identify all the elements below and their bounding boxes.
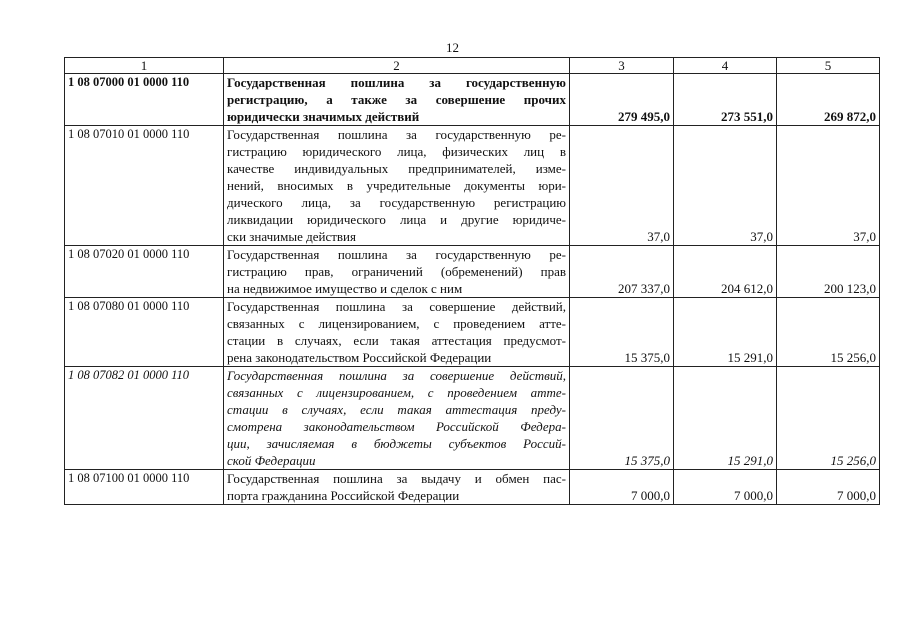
revenue-name-line: ской Федерации	[227, 453, 316, 468]
revenue-name-line: стации в случаях, если такая аттестация предусмот-	[227, 333, 566, 348]
revenue-name-line: нений, вносимых в учредительные документы юри-	[227, 178, 566, 193]
amount-cell-col-3: 207 337,0	[570, 246, 674, 298]
revenue-code-cell: 1 08 07100 01 0000 110	[65, 470, 224, 505]
budget-revenue-table	[64, 57, 880, 505]
revenue-name-cell	[224, 367, 570, 470]
revenue-name-line: Государственная пошлина за государственную ре-	[227, 127, 566, 142]
revenue-name-line: смотрена законодательством Российской Федера-	[227, 419, 566, 434]
revenue-code-cell: 1 08 07082 01 0000 110	[65, 367, 224, 470]
revenue-name-line: связанных с лицензированием, с проведением атте-	[227, 385, 566, 400]
revenue-name-line: Государственная пошлина за государственную	[227, 75, 566, 90]
revenue-name-line: Государственная пошлина за совершение действий,	[227, 368, 566, 383]
revenue-name-line: связанных с лицензированием, с проведением атте-	[227, 316, 566, 331]
revenue-name-line: ски значимые действия	[227, 229, 356, 244]
revenue-name-line: ликвидации юридического лица и другие юридиче-	[227, 212, 566, 227]
revenue-name-line: дического лица, за государственную регистрацию	[227, 195, 566, 210]
header-cell-4: 4	[674, 58, 777, 74]
table-row	[65, 246, 880, 298]
page-number: 12	[446, 40, 459, 55]
amount-cell-col-5: 37,0	[777, 126, 880, 246]
revenue-name-line: Государственная пошлина за государственную ре-	[227, 247, 566, 262]
table-row	[65, 298, 880, 367]
header-cell-1: 1	[65, 58, 224, 74]
table-header-row	[65, 58, 880, 74]
amount-cell-col-3: 37,0	[570, 126, 674, 246]
revenue-name-cell	[224, 74, 570, 126]
header-cell-2: 2	[224, 58, 570, 74]
amount-cell-col-4: 204 612,0	[674, 246, 777, 298]
header-cell-3: 3	[570, 58, 674, 74]
table-row	[65, 74, 880, 126]
revenue-name-line: гистрацию юридического лица, физических лиц в	[227, 144, 566, 159]
revenue-name-line: ции, зачисляемая в бюджеты субъектов Россий-	[227, 436, 566, 451]
revenue-name-cell	[224, 246, 570, 298]
revenue-name-line: порта гражданина Российской Федерации	[227, 488, 460, 503]
amount-cell-col-5: 7 000,0	[777, 470, 880, 505]
revenue-code-cell: 1 08 07080 01 0000 110	[65, 298, 224, 367]
revenue-name-line: рена законодательством Российской Федерации	[227, 350, 492, 365]
revenue-name-line: юридически значимых действий	[227, 109, 420, 124]
revenue-name-line: стации в случаях, если такая аттестация преду-	[227, 402, 566, 417]
revenue-code-cell: 1 08 07010 01 0000 110	[65, 126, 224, 246]
amount-cell-col-4: 273 551,0	[674, 74, 777, 126]
revenue-name-line: на недвижимое имущество и сделок с ним	[227, 281, 463, 296]
revenue-name-line: Государственная пошлина за выдачу и обмен пас-	[227, 471, 566, 486]
amount-cell-col-3: 15 375,0	[570, 367, 674, 470]
amount-cell-col-5: 200 123,0	[777, 246, 880, 298]
amount-cell-col-5: 269 872,0	[777, 74, 880, 126]
table-row	[65, 126, 880, 246]
revenue-name-cell	[224, 126, 570, 246]
revenue-name-line: регистрацию, а также за совершение прочих	[227, 92, 566, 107]
revenue-code-cell: 1 08 07000 01 0000 110	[65, 74, 224, 126]
amount-cell-col-4: 15 291,0	[674, 298, 777, 367]
amount-cell-col-4: 15 291,0	[674, 367, 777, 470]
revenue-name-cell	[224, 470, 570, 505]
amount-cell-col-4: 37,0	[674, 126, 777, 246]
revenue-name-line: Государственная пошлина за совершение действий,	[227, 299, 566, 314]
amount-cell-col-4: 7 000,0	[674, 470, 777, 505]
amount-cell-col-5: 15 256,0	[777, 367, 880, 470]
amount-cell-col-3: 15 375,0	[570, 298, 674, 367]
revenue-name-line: качестве индивидуальных предпринимателей, изме-	[227, 161, 566, 176]
revenue-name-line: гистрацию прав, ограничений (обременений) прав	[227, 264, 566, 279]
revenue-name-cell	[224, 298, 570, 367]
amount-cell-col-5: 15 256,0	[777, 298, 880, 367]
table-row	[65, 470, 880, 505]
revenue-code-cell: 1 08 07020 01 0000 110	[65, 246, 224, 298]
table-row	[65, 367, 880, 470]
amount-cell-col-3: 7 000,0	[570, 470, 674, 505]
amount-cell-col-3: 279 495,0	[570, 74, 674, 126]
header-cell-5: 5	[777, 58, 880, 74]
